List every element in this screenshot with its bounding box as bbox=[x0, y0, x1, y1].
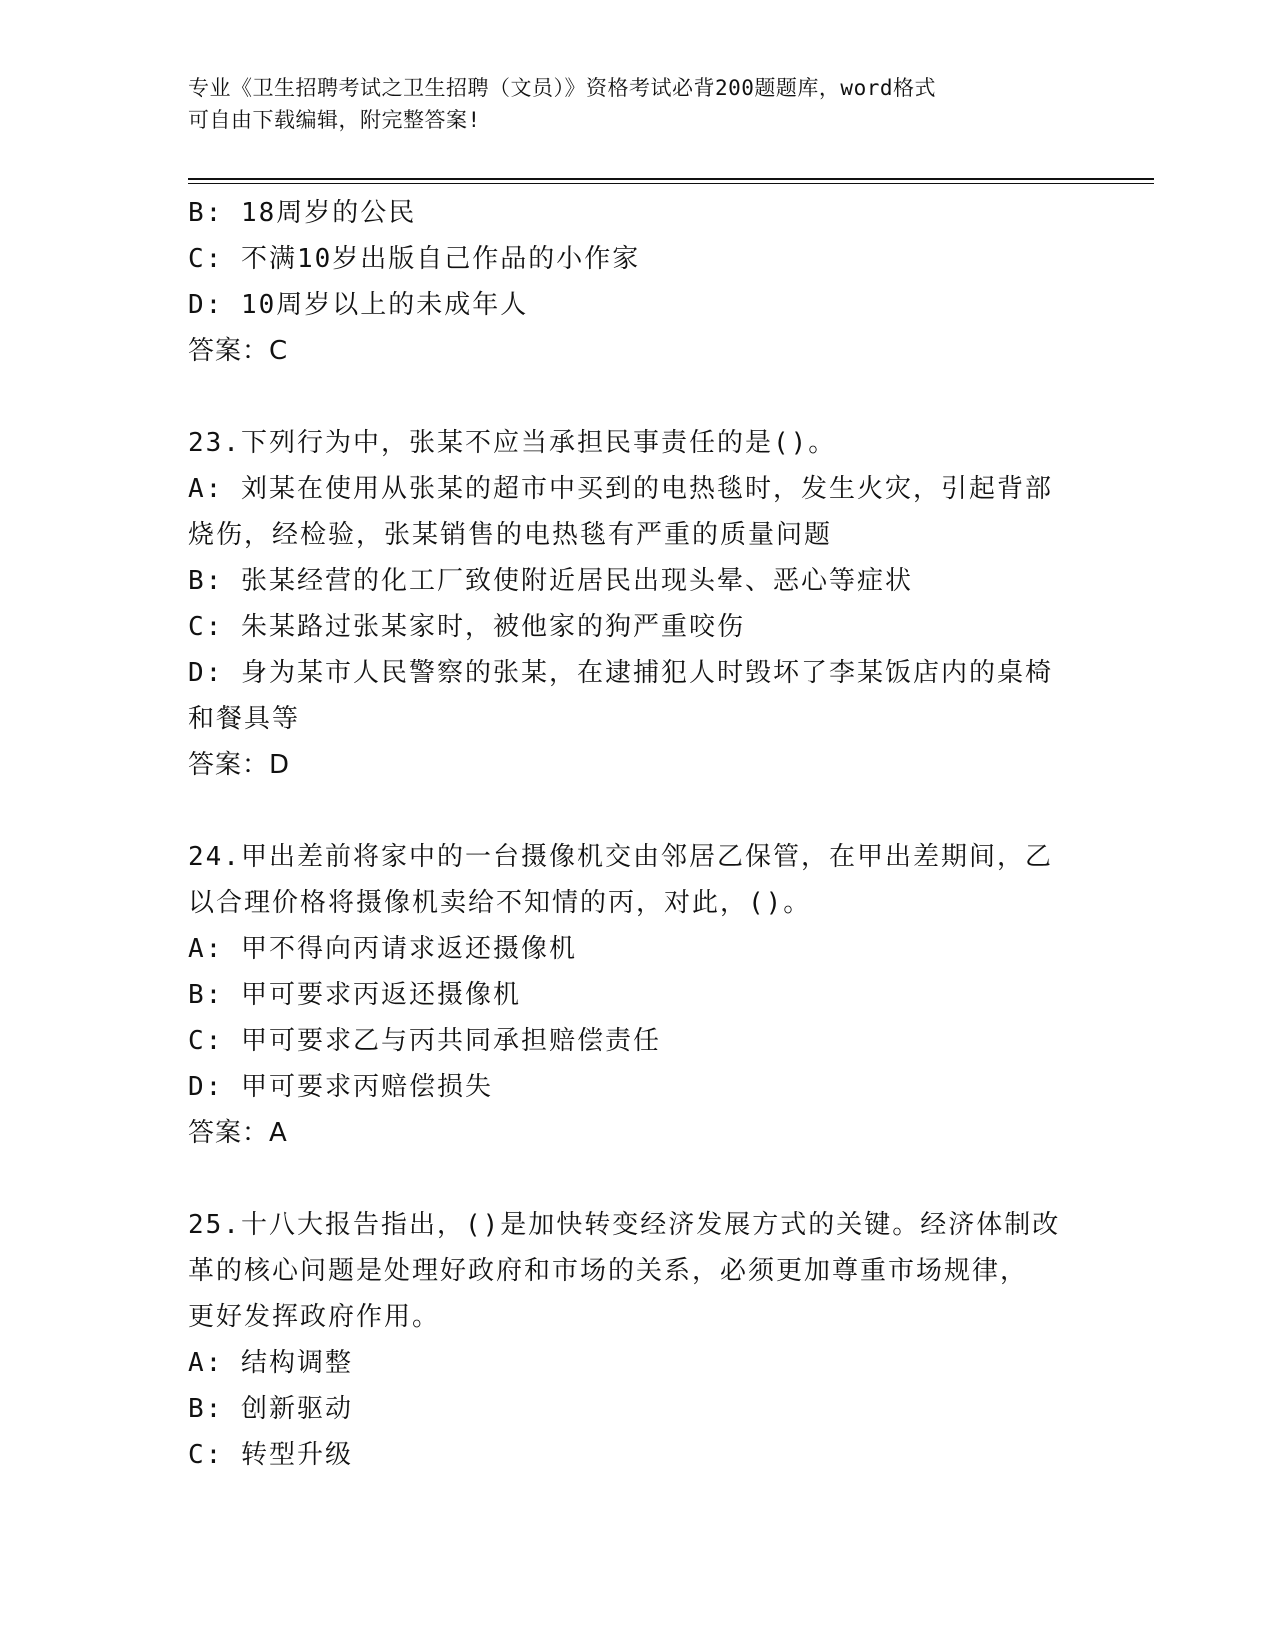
question-stem: 25.十八大报告指出，()是加快转变经济发展方式的关键。经济体制改 bbox=[188, 1210, 1061, 1240]
question-stem-continued: 更好发挥政府作用。 bbox=[188, 1302, 441, 1332]
question-block-25 bbox=[188, 1202, 1088, 1478]
answer-line: 答案：D bbox=[188, 750, 291, 780]
block-spacer bbox=[188, 374, 1088, 420]
option-b: B: 18周岁的公民 bbox=[188, 198, 417, 228]
block-spacer bbox=[188, 1156, 1088, 1202]
question-stem-continued: 以合理价格将摄像机卖给不知情的丙，对此，()。 bbox=[188, 888, 812, 918]
option-d: D: 身为某市人民警察的张某，在逮捕犯人时毁坏了李某饭店内的桌椅 bbox=[188, 658, 1053, 688]
option-b: B: 创新驱动 bbox=[188, 1394, 353, 1424]
option-c: C: 朱某路过张某家时，被他家的狗严重咬伤 bbox=[188, 612, 745, 642]
answer-line: 答案：C bbox=[188, 336, 289, 366]
header-divider-thin bbox=[188, 183, 1154, 184]
document-header bbox=[188, 72, 1068, 136]
question-block-24 bbox=[188, 834, 1088, 1156]
option-c: C: 转型升级 bbox=[188, 1440, 353, 1470]
option-a: A: 结构调整 bbox=[188, 1348, 353, 1378]
option-c: C: 甲可要求乙与丙共同承担赔偿责任 bbox=[188, 1026, 661, 1056]
question-block-22 bbox=[188, 190, 1088, 374]
question-stem: 24.甲出差前将家中的一台摄像机交由邻居乙保管，在甲出差期间，乙 bbox=[188, 842, 1053, 872]
question-content bbox=[188, 190, 1088, 1478]
option-d: D: 甲可要求丙赔偿损失 bbox=[188, 1072, 493, 1102]
question-stem-continued: 革的核心问题是处理好政府和市场的关系，必须更加尊重市场规律， bbox=[188, 1256, 1029, 1286]
block-spacer bbox=[188, 788, 1088, 834]
option-a: A: 甲不得向丙请求返还摄像机 bbox=[188, 934, 577, 964]
option-c: C: 不满10岁出版自己作品的小作家 bbox=[188, 244, 641, 274]
header-line-2: 可自由下载编辑，附完整答案! bbox=[188, 108, 481, 132]
option-b: B: 甲可要求丙返还摄像机 bbox=[188, 980, 521, 1010]
option-a-continued: 烧伤，经检验，张某销售的电热毯有严重的质量问题 bbox=[188, 520, 833, 550]
option-d: D: 10周岁以上的未成年人 bbox=[188, 290, 529, 320]
header-divider-thick bbox=[188, 178, 1154, 180]
option-a: A: 刘某在使用从张某的超市中买到的电热毯时，发生火灾，引起背部 bbox=[188, 474, 1053, 504]
answer-line: 答案：A bbox=[188, 1118, 288, 1148]
question-stem: 23.下列行为中，张某不应当承担民事责任的是()。 bbox=[188, 428, 837, 458]
option-d-continued: 和餐具等 bbox=[188, 704, 301, 734]
option-b: B: 张某经营的化工厂致使附近居民出现头晕、恶心等症状 bbox=[188, 566, 913, 596]
question-block-23 bbox=[188, 420, 1088, 788]
header-line-1: 专业《卫生招聘考试之卫生招聘（文员）》资格考试必背200题题库，word格式 bbox=[188, 76, 936, 100]
